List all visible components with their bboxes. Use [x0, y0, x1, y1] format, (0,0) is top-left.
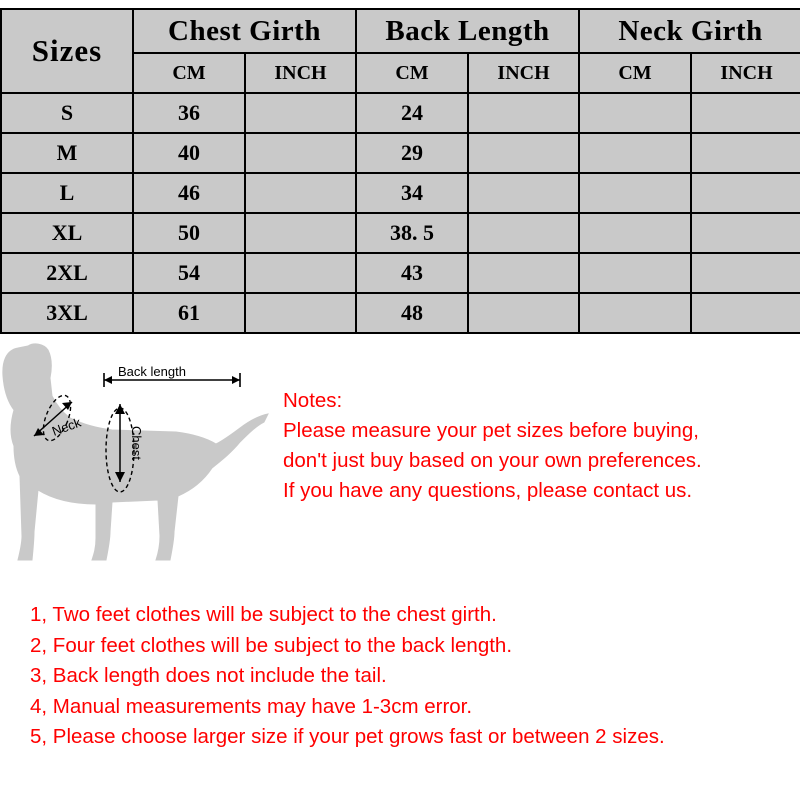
header-neck-girth: Neck Girth: [579, 9, 800, 53]
size-chart-section: [0, 0, 800, 334]
cell-chest-inch: [245, 133, 356, 173]
cell-neck-inch: [691, 213, 800, 253]
header-back-cm: CM: [356, 53, 468, 93]
cell-chest-inch: [245, 173, 356, 213]
table-row: [1, 173, 800, 213]
header-neck-inch: INCH: [691, 53, 800, 93]
cell-size: XL: [1, 213, 133, 253]
table-row: [1, 93, 800, 133]
cell-chest-cm: 61: [133, 293, 245, 333]
dog-measurement-diagram: [0, 340, 272, 590]
header-back-length: Back Length: [356, 9, 579, 53]
dog-silhouette-icon: [0, 340, 272, 590]
table-row: [1, 133, 800, 173]
notes-line-2: don't just buy based on your own preferences.: [283, 449, 702, 472]
header-chest-girth: Chest Girth: [133, 9, 356, 53]
cell-neck-inch: [691, 253, 800, 293]
table-row: [1, 293, 800, 333]
list-item: 5, Please choose larger size if your pet grows fast or between 2 sizes.: [30, 725, 665, 748]
notes-line-3: If you have any questions, please contact us.: [283, 479, 693, 502]
table-row: [1, 213, 800, 253]
cell-back-cm: 38. 5: [356, 213, 468, 253]
list-item: 4, Manual measurements may have 1-3cm error.: [30, 694, 473, 718]
cell-chest-cm: 40: [133, 133, 245, 173]
cell-neck-cm: [579, 93, 691, 133]
cell-chest-inch: [245, 213, 356, 253]
header-chest-inch: INCH: [245, 53, 356, 93]
cell-back-inch: [468, 173, 579, 213]
size-table: [0, 8, 800, 334]
label-chest: Chest: [129, 426, 144, 460]
cell-neck-cm: [579, 173, 691, 213]
header-chest-cm: CM: [133, 53, 245, 93]
label-back-length: Back length: [118, 364, 186, 379]
cell-chest-cm: 36: [133, 93, 245, 133]
table-header-row-groups: [1, 9, 800, 53]
cell-chest-inch: [245, 93, 356, 133]
cell-back-inch: [468, 253, 579, 293]
cell-chest-cm: 50: [133, 213, 245, 253]
list-item: 1, Two feet clothes will be subject to the chest girth.: [30, 603, 497, 626]
cell-size: 2XL: [1, 253, 133, 293]
header-back-inch: INCH: [468, 53, 579, 93]
list-item: 3, Back length does not include the tail.: [30, 664, 387, 687]
cell-neck-inch: [691, 133, 800, 173]
cell-neck-cm: [579, 213, 691, 253]
table-row: [1, 253, 800, 293]
cell-chest-inch: [245, 293, 356, 333]
header-sizes: Sizes: [1, 9, 133, 93]
cell-size: S: [1, 93, 133, 133]
cell-neck-cm: [579, 133, 691, 173]
cell-back-cm: 24: [356, 93, 468, 133]
cell-back-cm: 43: [356, 253, 468, 293]
cell-size: L: [1, 173, 133, 213]
cell-neck-inch: [691, 293, 800, 333]
list-item: 2, Four feet clothes will be subject to the back length.: [30, 633, 513, 657]
notes-title: Notes:: [283, 389, 343, 412]
cell-size: 3XL: [1, 293, 133, 333]
label-neck: Neck: [49, 414, 83, 439]
cell-chest-cm: 54: [133, 253, 245, 293]
cell-back-inch: [468, 213, 579, 253]
cell-neck-inch: [691, 173, 800, 213]
cell-neck-cm: [579, 293, 691, 333]
cell-chest-inch: [245, 253, 356, 293]
notes-line-1: Please measure your pet sizes before buying,: [283, 419, 699, 442]
cell-back-inch: [468, 293, 579, 333]
cell-neck-cm: [579, 253, 691, 293]
cell-back-inch: [468, 133, 579, 173]
notes-block: [283, 386, 800, 506]
cell-neck-inch: [691, 93, 800, 133]
measurement-guide-section: [0, 334, 800, 784]
instructions-list: [30, 600, 800, 753]
header-neck-cm: CM: [579, 53, 691, 93]
cell-back-cm: 29: [356, 133, 468, 173]
cell-back-cm: 34: [356, 173, 468, 213]
cell-back-inch: [468, 93, 579, 133]
cell-chest-cm: 46: [133, 173, 245, 213]
cell-size: M: [1, 133, 133, 173]
cell-back-cm: 48: [356, 293, 468, 333]
